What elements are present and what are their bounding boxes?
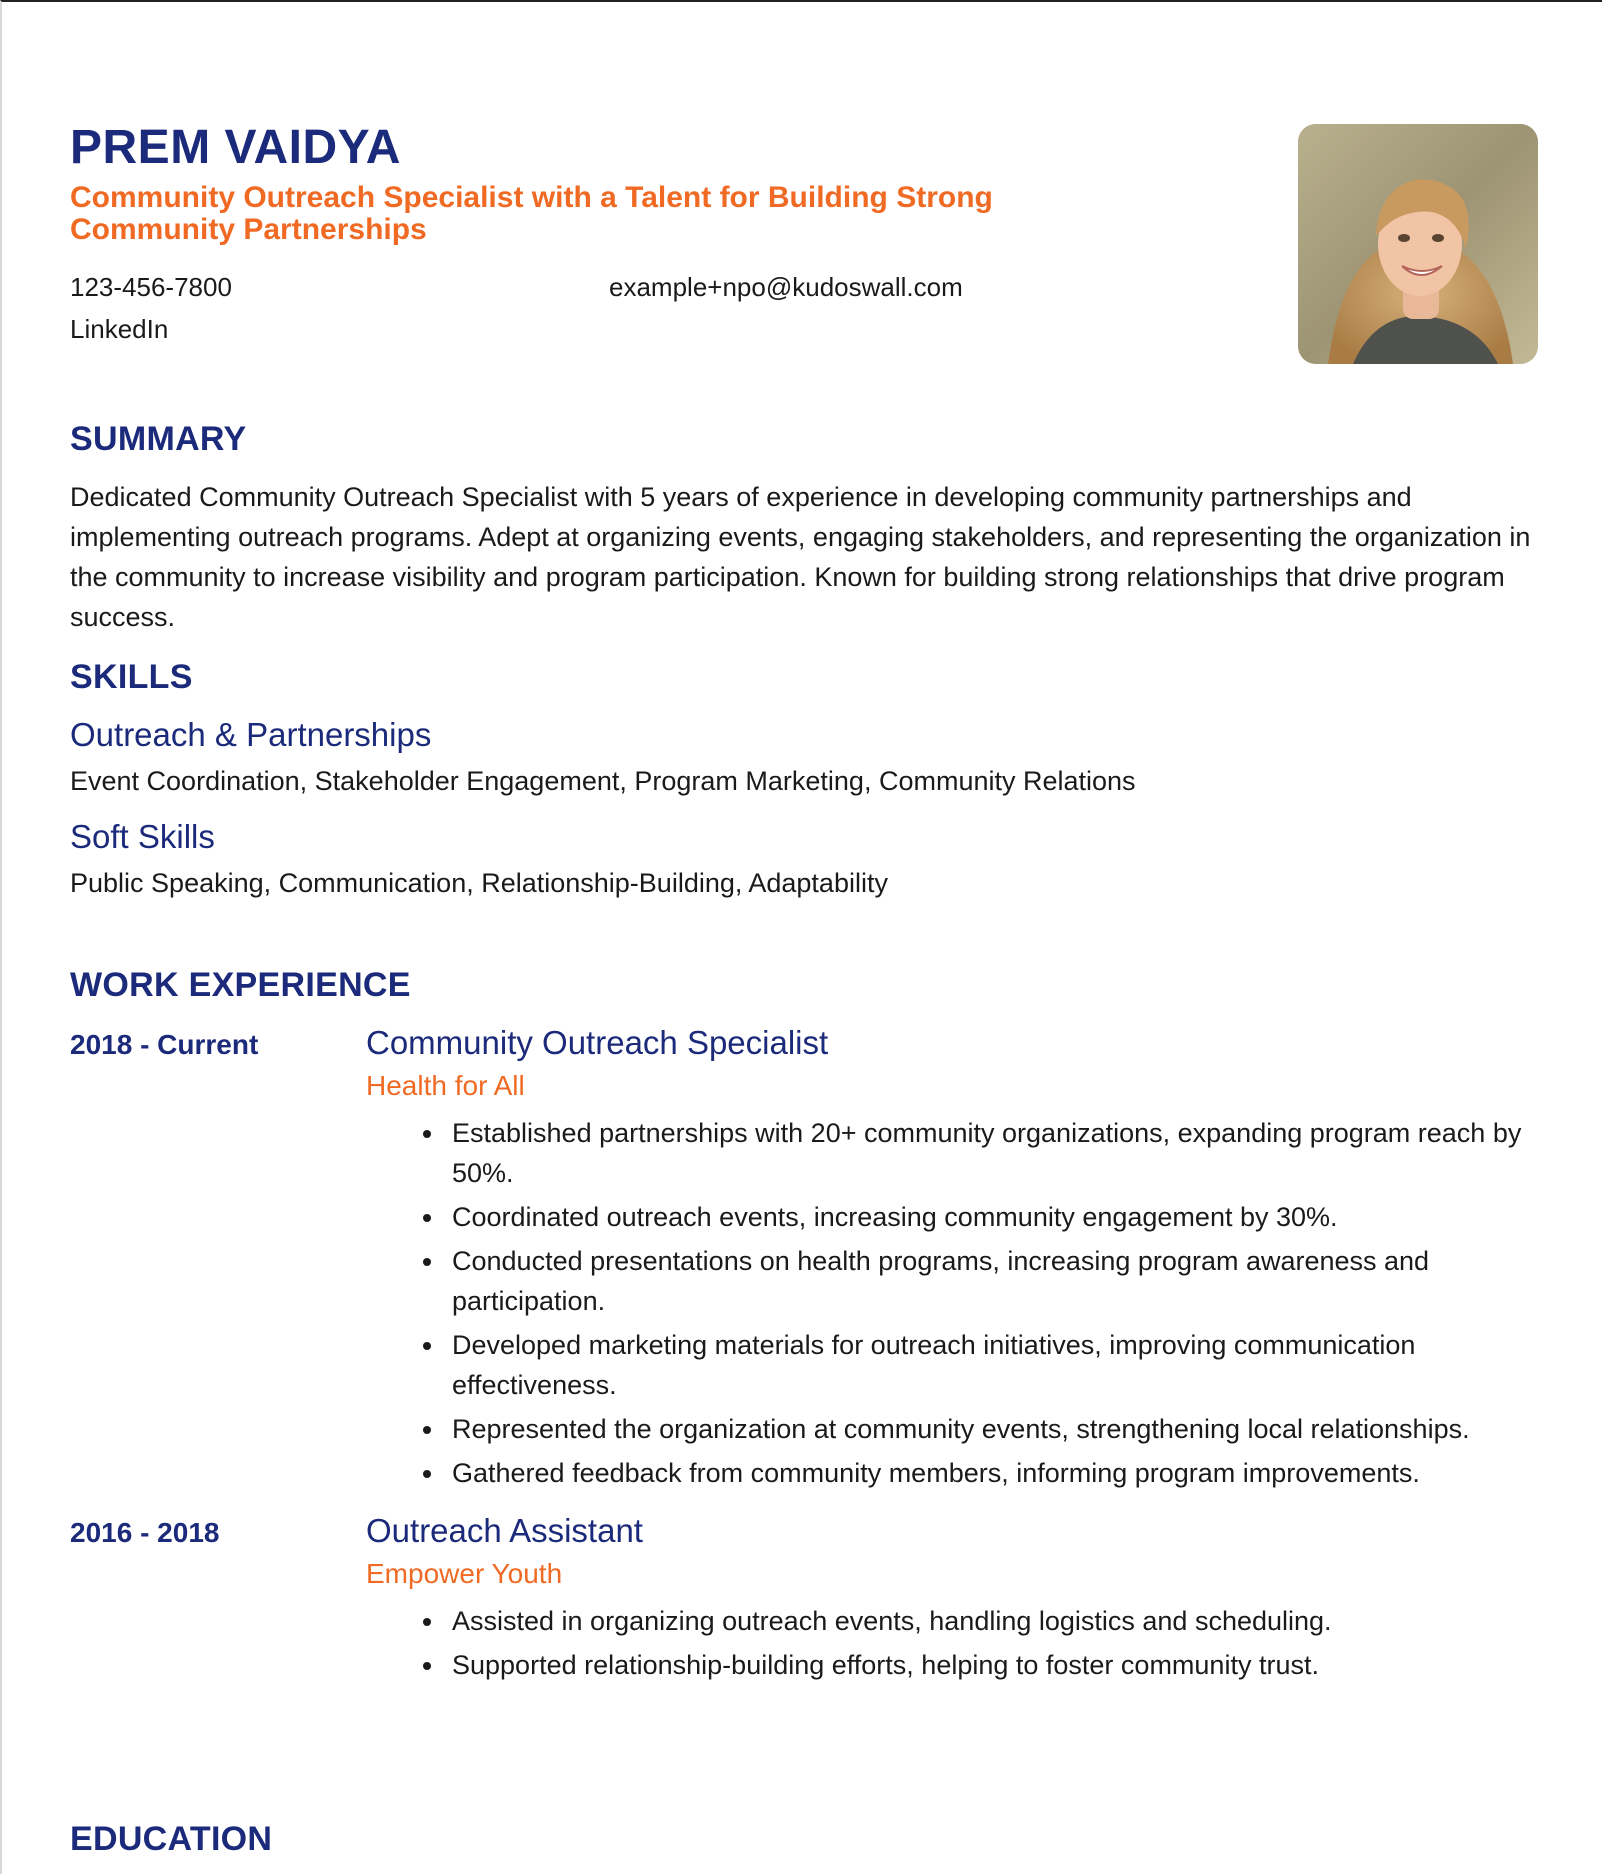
job-title: Outreach Assistant	[366, 1512, 643, 1549]
job-title: Community Outreach Specialist	[366, 1024, 829, 1061]
job-bullet: • Gathered feedback from community members, informing program improvements.	[446, 1453, 1550, 1493]
work-experience-heading: WORK EXPERIENCE	[70, 966, 411, 1004]
skill-group-items: Public Speaking, Communication, Relationship-Building, Adaptability	[70, 868, 888, 898]
job-company: Empower Youth	[366, 1558, 563, 1589]
phone-number: 123-456-7800	[70, 272, 232, 302]
skill-group-items: Event Coordination, Stakeholder Engagement, Program Marketing, Community Relations	[70, 766, 1136, 796]
skill-group-title: Soft Skills	[70, 818, 215, 855]
job-entry	[70, 1509, 1550, 1685]
education-heading: EDUCATION	[70, 1820, 273, 1858]
skills-section	[70, 658, 1550, 903]
job-bullet: • Represented the organization at community events, strengthening local relationships.	[446, 1409, 1550, 1449]
work-experience-section	[70, 966, 1550, 1689]
portrait-image	[1298, 124, 1538, 364]
job-dates: 2018 - Current	[70, 1029, 259, 1060]
email-address[interactable]: example+npo@kudoswall.com	[609, 272, 963, 302]
job-dates: 2016 - 2018	[70, 1517, 220, 1548]
job-bullet: • Established partnerships with 20+ community organizations, expanding program reach by 50%.	[446, 1113, 1550, 1193]
job-entry	[70, 1021, 1550, 1493]
job-bullet: • Coordinated outreach events, increasing community engagement by 30%.	[446, 1197, 1550, 1237]
profile-photo	[1298, 124, 1538, 364]
job-bullet: • Developed marketing materials for outreach initiatives, improving communication effectiveness.	[446, 1325, 1550, 1405]
skill-group	[70, 817, 1550, 903]
candidate-tagline: Community Outreach Specialist with a Talent for Building Strong Community Partnerships	[70, 181, 993, 246]
summary-text: Dedicated Community Outreach Specialist with 5 years of experience in developing community partnerships and implementing outreach programs. Adept at organizing events, engaging stakeholders, and representing the organization in the community to increase visibility and program participation. Known for building strong relationships that drive program success.	[70, 482, 1531, 632]
skill-group-title: Outreach & Partnerships	[70, 716, 432, 753]
summary-section	[70, 420, 1550, 637]
job-company: Health for All	[366, 1070, 525, 1101]
education-section	[70, 1820, 272, 1859]
job-bullet: • Assisted in organizing outreach events, handling logistics and scheduling.	[446, 1601, 1550, 1641]
job-bullets	[366, 1601, 1550, 1685]
job-bullet: • Conducted presentations on health programs, increasing program awareness and participation.	[446, 1241, 1550, 1321]
skills-heading: SKILLS	[70, 658, 193, 696]
resume-header	[70, 120, 1070, 350]
skill-group	[70, 715, 1550, 801]
candidate-name: PREM VAIDYA	[70, 121, 401, 174]
linkedin-link[interactable]: LinkedIn	[70, 314, 169, 344]
summary-heading: SUMMARY	[70, 420, 247, 458]
job-bullets	[366, 1113, 1550, 1493]
contact-info	[70, 266, 1070, 350]
job-bullet: • Supported relationship-building efforts, helping to foster community trust.	[446, 1645, 1550, 1685]
